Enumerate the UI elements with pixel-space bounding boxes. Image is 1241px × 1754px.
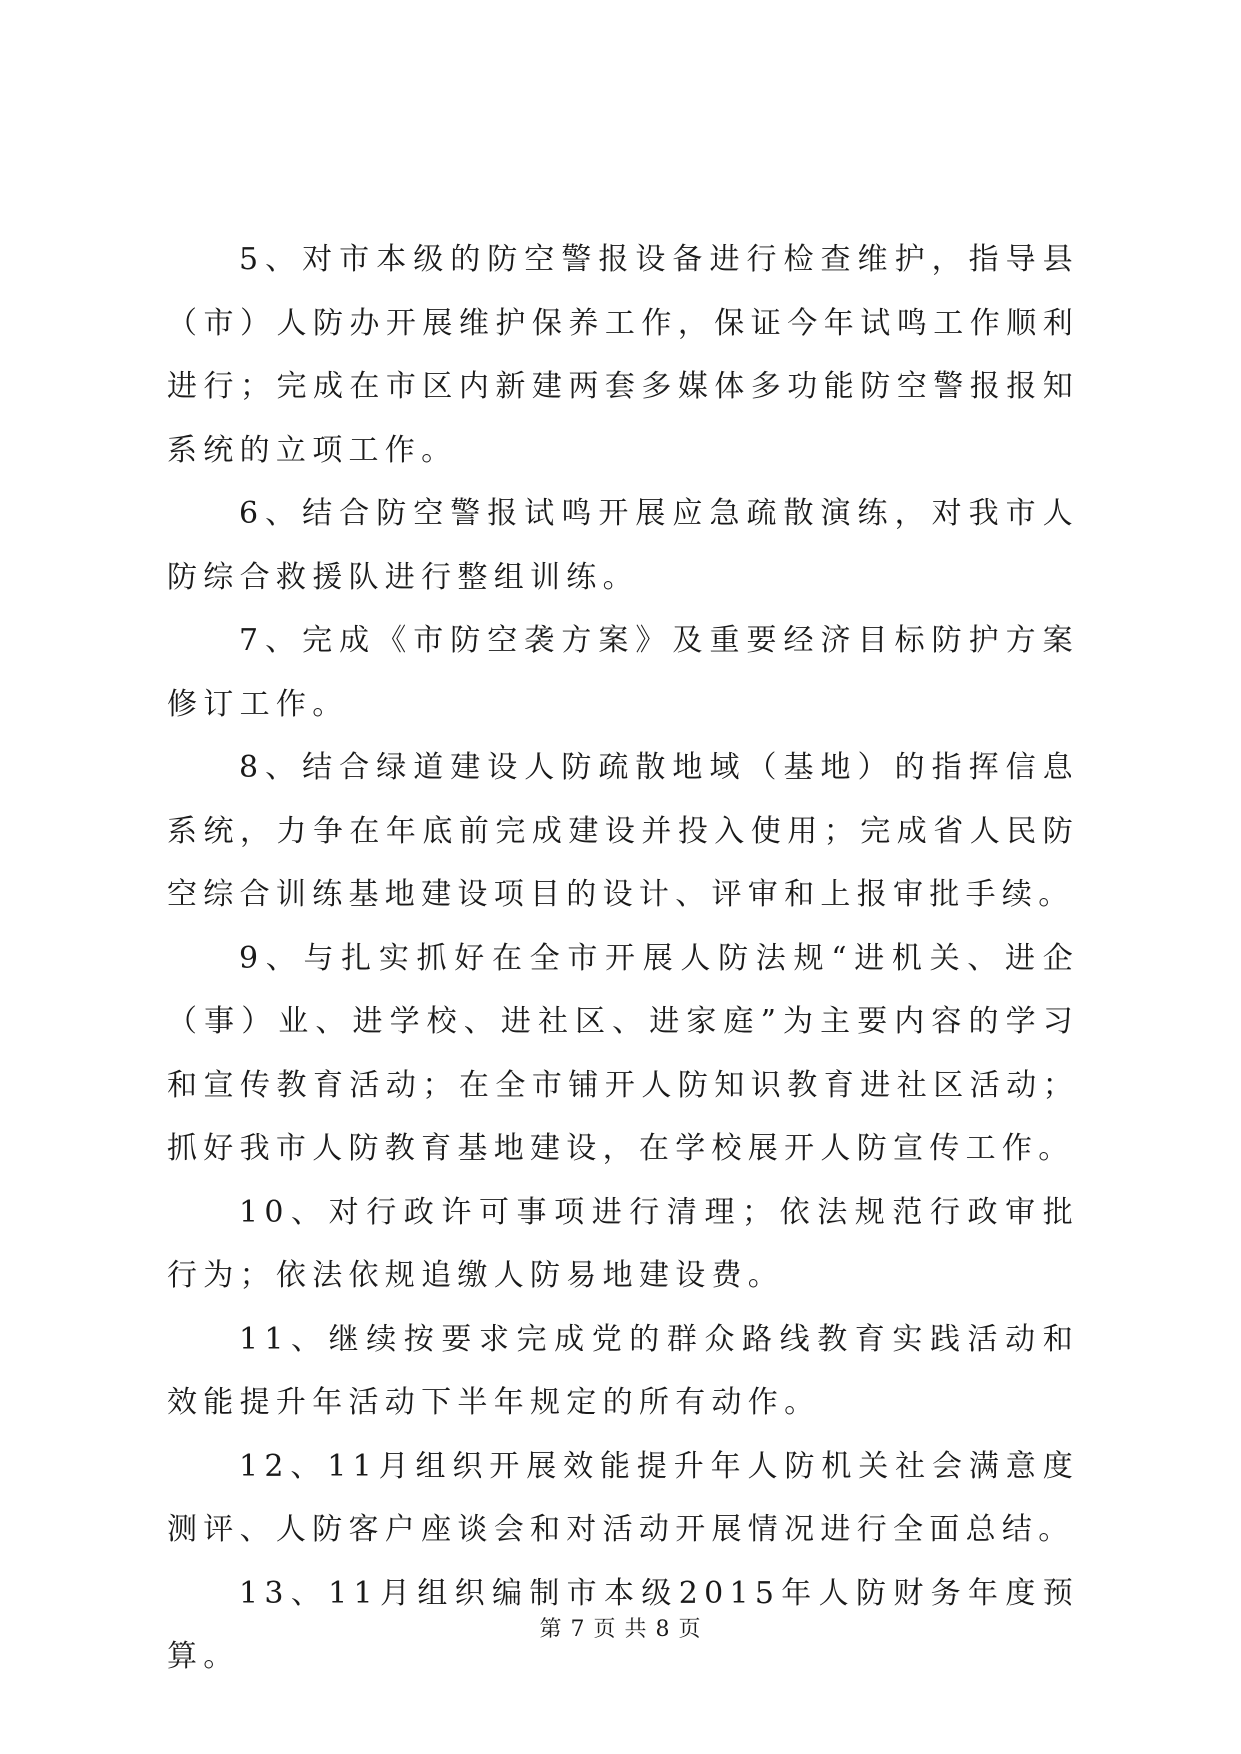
paragraph-item-5: 5、对市本级的防空警报设备进行检查维护，指导县（市）人防办开展维护保养工作，保证今年试鸣工作顺利进行；完成在市区内新建两套多媒体多功能防空警报报知系统的立项工作。 (167, 242, 1079, 468)
paragraph-item-7: 7、完成《市防空袭方案》及重要经济目标防护方案修订工作。 (167, 623, 1079, 722)
paragraph-item-9: 9、与扎实抓好在全市开展人防法规“进机关、进企（事）业、进学校、进社区、进家庭”为主要内容的学习和宣传教育活动；在全市铺开人防知识教育进社区活动；抓好我市人防教育基地建设，在学校展开人防宣传工作。 (167, 940, 1079, 1166)
paragraph-item-11: 11、继续按要求完成党的群众路线教育实践活动和效能提升年活动下半年规定的所有动作。 (167, 1321, 1079, 1420)
paragraph-item-10: 10、对行政许可事项进行清理；依法规范行政审批行为；依法依规追缴人防易地建设费。 (167, 1194, 1079, 1293)
paragraph-item-12: 12、11月组织开展效能提升年人防机关社会满意度测评、人防客户座谈会和对活动开展情况进行全面总结。 (167, 1448, 1079, 1547)
paragraph-item-8: 8、结合绿道建设人防疏散地域（基地）的指挥信息系统，力争在年底前完成建设并投入使用；完成省人民防空综合训练基地建设项目的设计、评审和上报审批手续。 (167, 750, 1079, 912)
paragraph-item-13: 13、11月组织编制市本级2015年人防财务年度预算。 (167, 1575, 1079, 1674)
page-number-footer: 第 7 页 共 8 页 (539, 1617, 702, 1642)
document-body (167, 228, 1079, 1689)
paragraph-item-6: 6、结合防空警报试鸣开展应急疏散演练，对我市人防综合救援队进行整组训练。 (167, 496, 1079, 595)
